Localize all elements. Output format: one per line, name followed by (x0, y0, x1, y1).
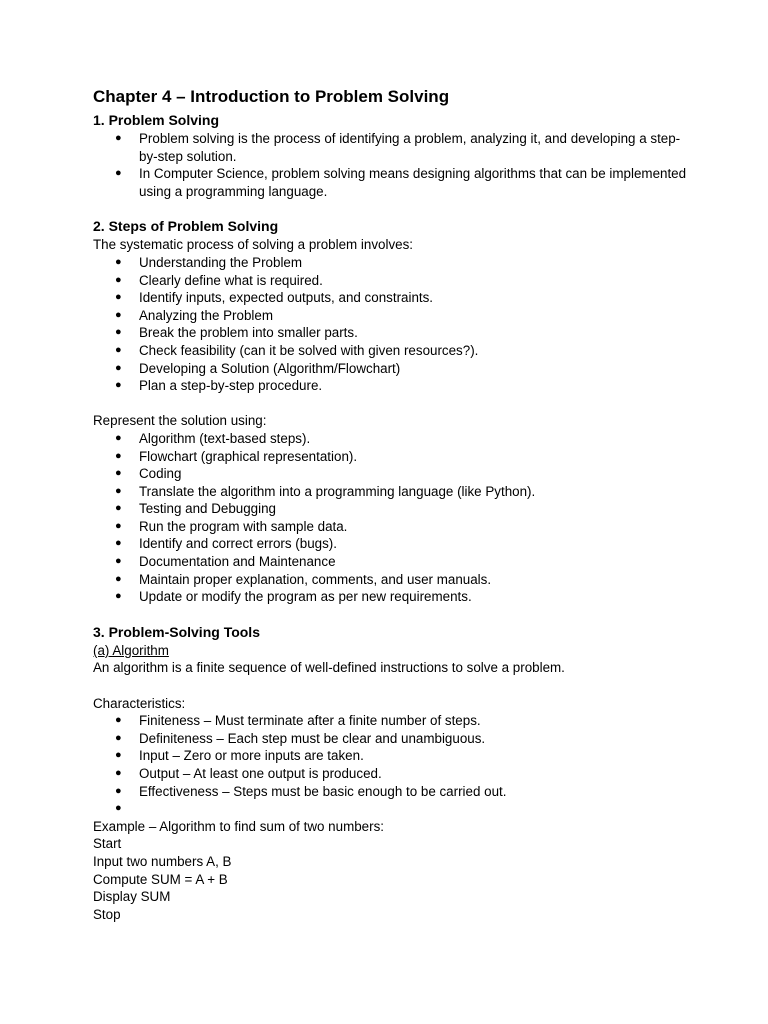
bullet-icon: ● (115, 502, 122, 515)
bullet-icon: ● (115, 484, 122, 497)
list-item: ● Translate the algorithm into a programming language (like Python). (115, 483, 536, 499)
list-item: ● Analyzing the Problem (115, 307, 273, 323)
example-title: Example – Algorithm to find sum of two numbers: (93, 818, 385, 834)
bullet-icon: ● (115, 343, 122, 356)
bullet-icon: ● (115, 731, 122, 744)
list-item: ● Clearly define what is required. (115, 272, 323, 288)
list-item: ● Problem solving is the process of identifying a problem, analyzing it, and developing a step-by-step solution. (115, 131, 681, 164)
list-item: ● Input – Zero or more inputs are taken. (115, 748, 364, 764)
list-item: ● Testing and Debugging (115, 501, 276, 517)
bullet-icon: ● (115, 431, 122, 444)
algorithm-subheading: (a) Algorithm (93, 642, 169, 658)
bullet-icon: ● (115, 308, 122, 321)
bullet-icon: ● (115, 784, 122, 797)
bullet-icon: ● (115, 572, 122, 585)
bullet-icon: ● (115, 326, 122, 339)
list-item: ● Run the program with sample data. (115, 518, 348, 534)
algorithm-definition: An algorithm is a finite sequence of well-defined instructions to solve a problem. (93, 660, 565, 676)
bullet-icon: ● (115, 555, 122, 568)
bullet-icon: ● (115, 273, 122, 286)
represent-list (93, 430, 693, 606)
example-step: Input two numbers A, B (93, 853, 232, 869)
list-item: ● Understanding the Problem (115, 254, 303, 270)
bullet-icon: ● (115, 537, 122, 550)
list-item: ● Break the problem into smaller parts. (115, 325, 358, 341)
list-item: ● Documentation and Maintenance (115, 554, 336, 570)
example-step: Start (93, 836, 122, 852)
list-item: ● Plan a step-by-step procedure. (115, 378, 323, 394)
bullet-icon: ● (115, 361, 122, 374)
document-body (93, 85, 693, 923)
bullet-icon: ● (115, 255, 122, 268)
list-item: ● Maintain proper explanation, comments, and user manuals. (115, 571, 492, 587)
bullet-icon: ● (115, 167, 122, 180)
bullet-icon: ● (115, 802, 122, 815)
list-item: ● Definiteness – Each step must be clear and unambiguous. (115, 730, 486, 746)
section-3-heading: 3. Problem-Solving Tools (93, 623, 260, 640)
bullet-icon: ● (115, 467, 122, 480)
bullet-icon: ● (115, 590, 122, 603)
list-item: ● Check feasibility (can it be solved with given resources?). (115, 342, 479, 358)
list-item (93, 800, 693, 818)
list-item: ● Coding (115, 466, 182, 482)
characteristics-label: Characteristics: (93, 695, 186, 711)
characteristics-list (93, 712, 693, 818)
section-2-heading: 2. Steps of Problem Solving (93, 218, 279, 235)
list-item: ● Flowchart (graphical representation). (115, 448, 358, 464)
list-item: ● Output – At least one output is produced. (115, 766, 382, 781)
list-item: ● Effectiveness – Steps must be basic enough to be carried out. (115, 783, 507, 799)
section-2-steps-list (93, 254, 693, 395)
section-1-heading: 1. Problem Solving (93, 112, 220, 128)
bullet-icon: ● (115, 767, 122, 779)
section-1-list (93, 130, 693, 200)
list-item: ● Identify and correct errors (bugs). (115, 536, 337, 552)
section-2-intro: The systematic process of solving a problem involves: (93, 237, 414, 253)
list-item: ● In Computer Science, problem solving means designing algorithms that can be implemented using a programming language. (115, 166, 687, 199)
bullet-icon: ● (115, 132, 122, 144)
represent-intro: Represent the solution using: (93, 413, 267, 429)
example-step: Display SUM (93, 889, 171, 905)
bullet-icon: ● (115, 449, 122, 462)
bullet-icon: ● (115, 749, 122, 762)
bullet-icon: ● (115, 379, 122, 392)
list-item: ● Finiteness – Must terminate after a finite number of steps. (115, 713, 481, 729)
example-step: Stop (93, 906, 121, 922)
list-item: ● Update or modify the program as per new requirements. (115, 589, 472, 605)
example-step: Compute SUM = A + B (93, 871, 228, 887)
bullet-icon: ● (115, 714, 122, 727)
list-item: ● Algorithm (text-based steps). (115, 430, 311, 446)
bullet-icon: ● (115, 291, 122, 304)
list-item: ● Developing a Solution (Algorithm/Flowchart) (115, 360, 401, 376)
list-item: ● Identify inputs, expected outputs, and constraints. (115, 290, 434, 306)
chapter-title: Chapter 4 – Introduction to Problem Solving (93, 87, 450, 106)
bullet-icon: ● (115, 519, 122, 532)
